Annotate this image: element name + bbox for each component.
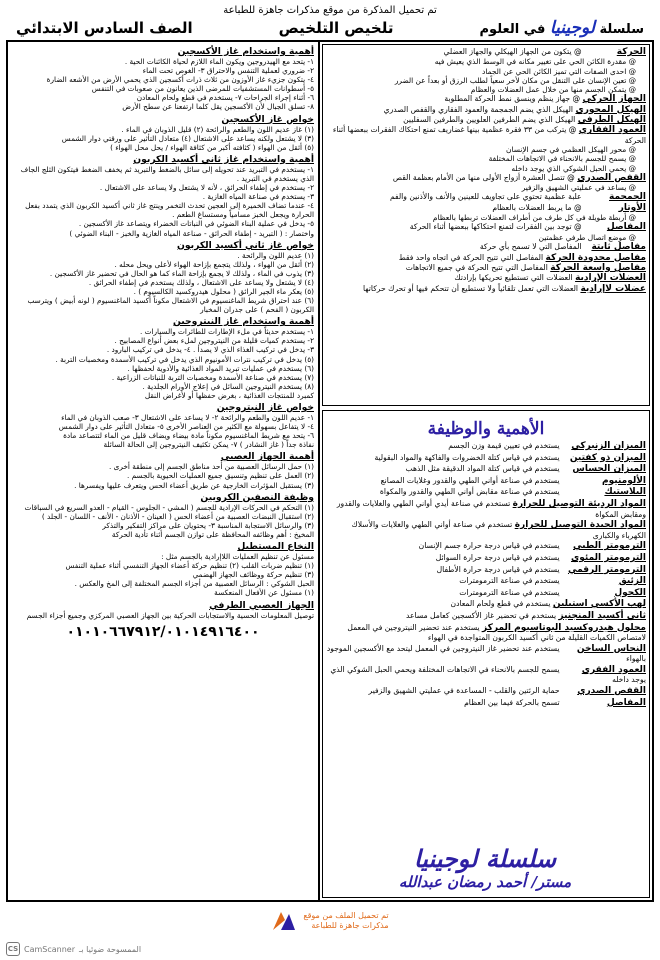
definition-text: @ أربطة طويلة في كل طرف من أطراف العضلات تربطها بالعظام: [432, 213, 636, 223]
section-line: ١- عديم اللون والطعم والرائحة ٢- لا يساعد على الاشتعال ٣- صعب الذوبان في الماء: [61, 413, 314, 422]
definition-row: [326, 76, 646, 85]
section-line: (١) التحكم في الحركات الإرادية للجسم ( المشي - الجلوس - القيام - العدو السريع في السباقات: [24, 502, 314, 512]
use-term: الترمومتر المئوي: [571, 552, 646, 563]
section-line: ٤- عندما تضاف الخميرة إلى العجين تحدث التخمر وينتج غاز ثاني أكسيد الكربون الذي يتمدد بفعل الحرارة ويجعل الخبز مسامياً ومستساغ الطعم .: [25, 201, 314, 220]
uses-title: الأهمية والوظيفة: [427, 419, 545, 439]
definition-term: عضلات لاإرادية: [580, 283, 646, 294]
section-title: أهمية واستخدام غاز الأكسجين: [177, 46, 314, 57]
definition-term: مفاصل ثابتة: [591, 242, 646, 253]
use-text: تستخدم في صناعة أيدي أواني الطهي والغلايات والقدور ومقابض المكواة: [336, 498, 646, 519]
use-term: البلاستيك: [604, 487, 646, 498]
definition-text: @ تعين الإنسان على التنقل من مكان لأخر سعياً لطلب الرزق أو بعداً عن الضرر: [394, 75, 636, 85]
use-term: الميزان ذو كفتين: [569, 452, 646, 463]
definition-text: الهيكل الذي يضم الطرفين العلويين والطرفين السفليين: [403, 115, 576, 125]
section-line: ٢- يستخدم في إطفاء الحرائق ، لأنه لا يشتعل ولا يساعد على الاشتعال .: [99, 183, 314, 193]
use-row: [326, 553, 646, 564]
use-text: يستخدم في قياس كتلة المواد الدقيقة مثل الذهب: [405, 464, 560, 474]
definition-term: مفاصل واسعة الحركة: [550, 262, 646, 273]
series-suffix: في العلوم: [479, 22, 546, 37]
use-text: تستخدم في صناعة أواني الطهي والغلايات والأسلاك الكهرباء والكبارى: [351, 520, 646, 540]
section-line: (١) عديم اللون والرائحة .: [237, 250, 314, 260]
info-section: [12, 316, 314, 400]
definition-term: العضلات الإرادية: [575, 273, 646, 284]
section-line: ٥- يدخل في عملية البناء الضوئي في النباتات الخضراء ويتصاعد غاز الأكسجين .: [78, 219, 314, 229]
definition-row: [326, 233, 646, 242]
info-section: [12, 600, 314, 620]
section-line: واختصار : ( التبريد - إطفاء الحرائق - صناعة المياه الغازية والخبز - البناء الضوئي ): [69, 228, 314, 238]
section-title: أهمية واستخدام غاز النيتروجين: [173, 316, 314, 328]
use-term: المواد الجيدة التوصيل للحرارة: [514, 520, 646, 531]
info-section: [12, 541, 314, 597]
use-row: [326, 520, 646, 540]
section-line: (٥) يدخل في تركيب نترات الأمونيوم الذي يدخل في تركيب الأسمدة ومخصبات التربة .: [55, 354, 314, 364]
use-row: [326, 464, 646, 475]
use-term: القفص الصدري: [577, 686, 646, 697]
section-line: نفاذة جداً ( غاز النشادر ) ٧- يمكن تكثيف النيتروجين إلى الحالة السائلة: [103, 440, 314, 450]
section-line: (٣) يذوب في الماء ، ولذلك لا يجمع بإزاحة الماء كما هو الحال في تحضير غاز الأكسجين .: [49, 268, 314, 278]
use-text: يستخدم في قياس درجة حرارة السوائل: [435, 552, 560, 562]
section-title: خواص غاز النيتروجين: [216, 402, 314, 413]
definition-text: @ يتكون من الجهاز الهيكلي والجهاز العضلي: [443, 47, 582, 56]
section-line: (٥) يعكر ماء الجير الرائق ( محلول هيدروكسيد الكالسيوم ) .: [133, 286, 314, 296]
content-sheet: [6, 40, 654, 902]
use-row: [326, 644, 646, 664]
use-row: [326, 611, 646, 622]
footer-text: [303, 911, 388, 931]
section-line: ٦- أثناء إجراء الجراحات ٧- يستخدم في قطع ولحام المعادن: [136, 93, 314, 103]
definition-row: [326, 85, 646, 94]
section-line: (١) تنظيم ضربات القلب (٢) تنظيم حركة أعضاء الجهاز التنفسي أثناء عملية التنفس: [65, 561, 314, 571]
use-row: [326, 698, 646, 709]
section-line: (٣) تنظيم حركة ووظائف الجهاز الهضمي: [192, 570, 314, 580]
info-section: [12, 451, 314, 489]
use-row: [326, 599, 646, 610]
camscanner-label: CamScanner: [24, 944, 76, 954]
author-signature: [335, 844, 635, 891]
info-section: [12, 402, 314, 449]
section-line: (٧) يستخدم في صناعة الأسمدة ومخصبات التربة للنباتات الزراعية .: [111, 372, 314, 382]
definition-text: @ مقدرة الكائن الحي على تغيير مكانه في الوسط الذي يعيش فيه: [434, 57, 636, 67]
section-line: ٣- يستخدم في صناعة المياه الغازية .: [202, 192, 314, 202]
use-row: [326, 541, 646, 552]
camscanner-watermark: [6, 942, 141, 956]
section-line: (١) حمل الرسائل العصبية من أحد مناطق الجسم إلى منطقة أخرى .: [109, 462, 314, 472]
use-term: لهب الأكسي استيلين: [552, 599, 646, 610]
definition-text: @ يساعد في عمليتي الشهيق والزفير: [521, 183, 636, 193]
section-line: (٢) أثقل من الهواء ، ولذلك يتجمع بإزاحة الهواء لأعلى ويحل محله .: [114, 259, 314, 269]
footer-line1: تم تحميل الملف من موقع: [303, 911, 389, 920]
definition-row: [326, 105, 646, 115]
section-line: ٦- يتحد مع شريط الماغنسيوم مكوناً مادة بيضاء ويضاف قليل من الماء لتتصاعد مادة: [63, 431, 314, 441]
definition-row: [326, 253, 646, 263]
section-line: ٨- تسلق الجبال لأن الأكسجين يقل كلما ارتفعنا عن سطح الأرض: [122, 102, 314, 112]
signature-series: سلسلة لوجينيا: [413, 844, 557, 873]
definition-row: [326, 164, 646, 173]
use-text: يستخدم في صناعة أواني الطهي والقدور وغلايات المصانع: [380, 475, 560, 485]
camscanner-icon: CS: [6, 942, 20, 956]
section-line: كمبرد للمنتجات الغذائية ، بغرض حفظها أو لأغراض النقل: [144, 390, 314, 400]
definition-text: @ موضع اتصال طرفي عظمتين: [538, 232, 636, 242]
definition-text: @ يحمي الحبل الشوكي الذي يوجد داخله: [511, 163, 636, 173]
use-term: الميزان الحساس: [572, 464, 646, 475]
info-section: [12, 114, 314, 152]
uses-box: [322, 410, 650, 898]
section-line: (١) مسئول عن الأفعال المنعكسة: [214, 588, 314, 598]
section-line: المخيخ : أهم وظائفه المحافظة على توازن الجسم أثناء تأدية الحركة: [111, 529, 314, 539]
left-sections: [12, 46, 314, 620]
use-row: [326, 499, 646, 519]
definition-row: [326, 154, 646, 163]
grade-label: الصف السادس الابتدائي: [16, 19, 193, 37]
definition-row: [326, 192, 646, 202]
use-text: يستخدم في صناعة الترمومترات: [459, 576, 560, 586]
section-line: ٤- يتكون جزيء غاز الأوزون من ثلاث ذرات أكسجين الذي يحمي الأرض من الأشعه الضارة: [46, 75, 314, 85]
definition-text: @ توجد بين الفقرات لتمنع احتكاكها ببعضها أثناء الحركة: [409, 222, 582, 232]
section-line: (٣) والرسائل الاستجابة المناسبة ٣- يحتويان على مراكز التفكير والتذكر: [102, 520, 314, 530]
section-line: ١- يتحد مع الهيدروجين ويكون الماء اللازم لحياة الكائنات الحية .: [124, 57, 314, 66]
uses-list: [326, 441, 646, 708]
use-text: يسمح للجسم بالانحناء في الاتجاهات المختلفة ويحمي الحبل الشوكي الذي يوجد داخله: [330, 664, 646, 685]
section-title: الجهاز العصبي الطرفي: [209, 599, 314, 611]
definition-text: @ جهاز ينظم وينسق نمط الحركة المطلوبة: [444, 94, 581, 104]
definition-text: @ يسمح للجسم بالانحناء في الاتجاهات المختلفة: [488, 154, 636, 164]
section-line: ١- يستخدم حديثاً في ملء الإطارات للطائرات والسيارات .: [139, 327, 314, 337]
use-text: يستخدم في قياس درجة حرارة الأطفال: [436, 564, 560, 574]
definition-term: الأوتار: [618, 202, 646, 213]
definition-text: المفاصل التي تتيح الحركة في جميع الاتجاهات: [405, 262, 548, 272]
phone-numbers: ٠١٠١٠٦٦٧٩١٢/٠١٠١٤٩١٦٤٠٠: [66, 623, 260, 640]
section-line: (٥) أثقل من الهواء ( كثافته أكبر من كثافة الهواء / يحل محل الهواء ): [110, 142, 314, 152]
use-row: [326, 686, 646, 697]
use-term: الميزان الزنبركي: [571, 441, 646, 451]
definition-term: الحركة: [616, 47, 646, 57]
right-column: [318, 42, 652, 900]
use-term: العمود الفقري: [581, 664, 646, 675]
definition-text: @ تتصل العشرة أزواج الأولى منها من الأمام بعظمة القص: [392, 172, 575, 182]
section-line: ٢- ضروري لعملية التنفس والاحتراق ٣- الغوص تحت الماء: [142, 66, 314, 76]
definition-text: العضلات التي تستطيع تحريكها بإرادتك: [454, 273, 573, 283]
definition-term: العمود الفقاري: [578, 125, 646, 136]
definition-row: [326, 94, 646, 104]
definition-text: الهيكل الذي يضم الجمجمة والعمود الفقاري والقفص الصدري: [383, 104, 574, 114]
section-line: (١) غاز عديم اللون والطعم والرائحة (٢) قليل الذوبان في الماء .: [121, 124, 314, 134]
footer: [0, 906, 660, 936]
definition-text: @ يتركب من ٣٣ فقرة عظمية بينها غضاريف تمنع احتكاك الفقرات ببعضها أثناء الحركة: [332, 125, 646, 145]
use-row: [326, 453, 646, 464]
document-header: [6, 17, 654, 39]
definition-row: [326, 47, 646, 57]
definition-term: مفاصل محدودة الحركة: [545, 252, 646, 263]
use-term: الألومنيوم: [602, 475, 646, 486]
use-text: يستخدم في تعيين قيمة وزن الجسم: [448, 441, 560, 450]
definition-text: علبة عظمية تحتوي على تجاويف للعينين والأنف والأذنين والفم: [389, 192, 582, 202]
info-section: [12, 240, 314, 315]
use-text: يستخدم عند تحضير النيتروجين في المعمل لامتصاص الكميات القليلة من ثاني أكسيد الكربون المتواجدة في الهواء: [347, 622, 646, 643]
section-line: (٢) العمل على تنظيم وتنسيق جميع العمليات الحيوية بالجسم .: [127, 471, 314, 481]
section-line: (٦) يستخدم في عمليات تبريد المواد الغذائية والأدوية لحفظها .: [127, 363, 314, 373]
definition-term: الجمجمة: [609, 192, 646, 203]
section-title: أهمية واستخدام غاز ثاني أكسيد الكربون: [133, 153, 314, 165]
definition-row: [326, 115, 646, 125]
left-column: [8, 42, 318, 900]
definition-text: @ احدى الصفات التي تميز الكائن الحي عن الجماد: [482, 66, 636, 76]
definition-text: @ محور الهيكل العظمي في جسم الإنسان: [506, 145, 636, 155]
definition-text: @ ما يربط العضلات بالعظام: [492, 202, 582, 212]
signature-author: مستر/ أحمد رمضان عبدالله: [398, 873, 572, 891]
use-term: المفاصل: [606, 697, 646, 708]
definition-text: المفاصل التي لا تسمح بأي حركة: [479, 242, 582, 252]
use-text: يستخدم في قياس درجة حرارة جسم الإنسان: [418, 541, 560, 551]
definition-row: [326, 67, 646, 76]
use-row: [326, 665, 646, 685]
use-term: محلول هيدروكسيد البوتاسيوم المركز: [482, 622, 646, 633]
section-line: (٣) لا يشتعل ولكنه يساعد على الاشتعال (٤) متعادل التأثير على ورقتي دوار الشمس: [61, 133, 314, 143]
section-title: أهمية الجهاز العصبي: [220, 451, 314, 463]
definition-row: [326, 203, 646, 213]
definition-row: [326, 125, 646, 145]
use-term: ثاني أكسيد المنجنيز: [558, 610, 646, 621]
definition-row: [326, 273, 646, 283]
use-text: يستخدم عند تحضير غاز النيتروجين في المعمل ليتحد مع الأكسجين الموجود بالهواء: [326, 643, 646, 664]
section-line: ٣- يدخل في تركيب الغذاء الذي لا يصدأ . ٤- يدخل في تركيب البارود .: [106, 345, 314, 355]
use-text: يستخدم في صناعة الترمومترات: [459, 587, 560, 597]
definition-row: [326, 173, 646, 183]
footer-line2: مذكرات جاهزة للطباعة: [311, 921, 389, 930]
definition-term: القفص الصدري: [577, 172, 646, 183]
definition-term: المفاصل: [606, 222, 646, 233]
use-term: المواد الرديئة التوصيل للحرارة: [512, 498, 646, 509]
section-line: (٤) لا يشتعل ولا يساعد على الاشتعال ، ولذلك يستخدم في إطفاء الحرائق .: [88, 277, 314, 287]
use-term: الترمومتر الطبي: [573, 541, 646, 552]
definition-row: [326, 263, 646, 273]
info-section: [12, 46, 314, 112]
section-title: وظيفة النصفين الكرويين: [200, 491, 314, 503]
use-row: [326, 476, 646, 487]
section-line: مسئول عن تنظيم العمليات اللاإرادية بالجسم مثل :: [161, 552, 314, 562]
section-title: خواص غاز ثاني أكسيد الكربون: [177, 239, 314, 251]
use-row: [326, 565, 646, 576]
use-row: [326, 588, 646, 599]
use-term: النحاس الساخن: [576, 643, 646, 654]
use-text: يستخدم في تحضير غاز الأكسجين كعامل مساعد: [405, 610, 557, 620]
section-line: توصيل المعلومات الحسية والاستجابات الحركية بين الجهاز العصبي المركزي وجميع أجزاء الجسم: [26, 610, 314, 620]
section-title: خواص غاز الأكسجين: [221, 113, 314, 125]
use-row: [326, 623, 646, 643]
info-section: [12, 492, 314, 539]
use-text: حماية الرئتين والقلب - المساعدة في عمليتي الشهيق والزفير: [368, 686, 560, 696]
definition-row: [326, 222, 646, 232]
definition-text: العضلات التي تعمل تلقائياً ولا تستطيع أن تتحكم فيها أو تحرك حركاتها: [362, 283, 579, 293]
use-term: الكحول: [614, 587, 646, 598]
site-logo-icon: [271, 910, 297, 932]
section-line: (٢) استقبال النبضات العصبية من أعضاء الحس ( العينان - الأذنان - الأنف - اللسان - الجلد ): [41, 511, 314, 521]
section-line: الحبل الشوكي : الرسائل العصبية من أجزاء الجسم المختلفة إلى المخ والعكس .: [74, 579, 314, 589]
section-line: (٨) يستخدم النيتروجين السائل في إعلاج الأورام الجلدية .: [142, 381, 314, 391]
definition-term: الهيكل المحوري: [575, 104, 646, 115]
use-term: الترمومتر الرقمي: [567, 564, 646, 575]
top-note: تم تحميل المذكرة من موقع مذكرات جاهزة للطباعة: [223, 5, 437, 16]
definition-term: الجهاز الحركي: [582, 94, 646, 105]
definitions-box: [322, 44, 650, 406]
definition-text: المفاصل التي تتيح الحركة في اتجاه واحد فقط: [398, 252, 544, 262]
definition-text: @ يتمكن الجسم منها من خلال عمل العضلات والعظام: [470, 85, 636, 95]
section-line: (٦) عند احتراق شريط الماغنسيوم في الاشتعال مكوناً أكسيد الماغنسيوم ( لونه أبيض ) ويترسب الكربون ( الفحم ) على جدران المخبار: [27, 296, 314, 315]
definition-row: [326, 242, 646, 252]
use-text: يستخدم في قياس كتلة الخضروات والفاكهة والمواد البقولية: [374, 452, 560, 462]
definition-term: الهيكل الطرفي: [577, 115, 646, 126]
series-prefix: سلسلة: [599, 22, 644, 37]
use-row: [326, 441, 646, 452]
camscanner-label-ar: الممسوحة ضوئيا بـ: [79, 944, 142, 954]
use-text: يستخدم في صناعة مقابض أواني الطهي والقدور والمكواة: [379, 487, 560, 497]
section-line: ٥- أسطوانات المستشفيات للمرضى الذين يعانون من صعوبات في التنفس: [91, 84, 314, 94]
series-title: [480, 18, 644, 38]
definition-row: [326, 145, 646, 154]
section-line: (٣) يستقبل المؤثرات الخارجية عن طريق أعضاء الحس ويتعرف عليها ويفسرها .: [74, 480, 314, 490]
document-title: تلخيص التلخيص: [278, 19, 394, 37]
section-line: ٢- يستخدم كميات قليلة من النيتروجين لملء بعض أنواع المصابيح .: [114, 336, 314, 346]
section-line: ٤- لا يتفاعل بسهولة مع الكثير من العناصر الأخرى ٥- متعادل التأثير على دوار الشمس: [58, 422, 314, 432]
use-term: الزئبق: [618, 576, 646, 587]
use-text: تسمح بالحركة فيما بين العظام: [464, 697, 560, 707]
use-row: [326, 576, 646, 587]
definition-row: [326, 284, 646, 294]
use-text: يستخدم في قطع ولحام المعادن: [450, 599, 551, 609]
definition-row: [326, 57, 646, 66]
use-row: [326, 487, 646, 498]
info-section: [12, 154, 314, 238]
section-line: ١- يستخدم في التبريد عند تحويله إلى سائل بالضغط والتبريد ثم يخفف الضغط فيتكون الثلج الجاف الذي يستخدم في التبريد .: [20, 164, 314, 183]
series-brand: لوجينيا: [549, 18, 595, 38]
section-title: النخاع المستطيل: [237, 541, 314, 553]
